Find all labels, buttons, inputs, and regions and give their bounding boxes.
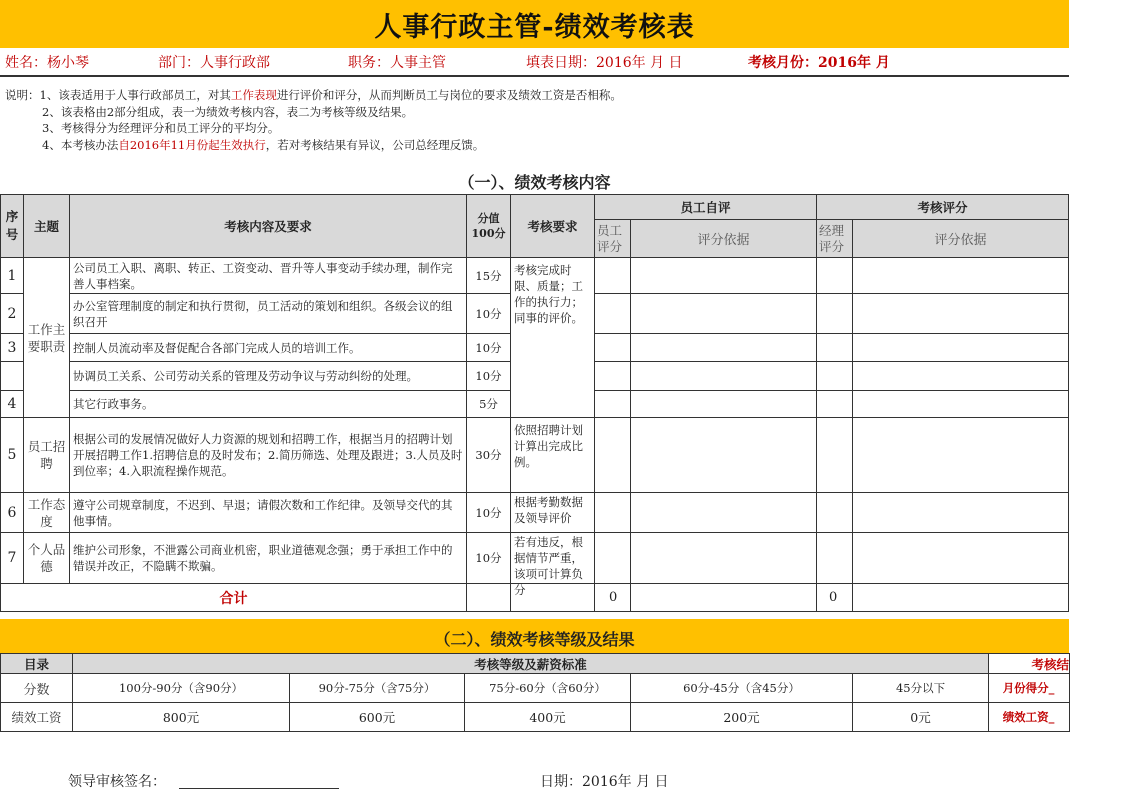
manager-basis-cell[interactable]: [853, 258, 1069, 294]
header-self-basis: 评分依据: [631, 220, 817, 258]
header-result: 考核结: [989, 654, 1070, 674]
topic-cell: 工作态度: [24, 493, 70, 533]
self-score-cell[interactable]: [595, 533, 631, 584]
score-cell: 10分: [467, 533, 511, 584]
month-score-result[interactable]: 月份得分_: [989, 674, 1070, 703]
total-self-basis: [631, 584, 817, 612]
level-cell: 75分-60分（含60分）: [465, 674, 631, 703]
requirement-cell: [511, 533, 595, 597]
note-1: 说明：1、该表适用于人事行政部员工，对其工作表现进行评价和评分，从而判断员工与岗位的要求及绩效工资是否相称。: [5, 88, 622, 102]
content-cell: 其它行政事务。: [70, 391, 467, 418]
requirement-cell: [511, 493, 595, 533]
row-no: 2: [1, 294, 24, 334]
review-month: 考核月份：2016年 月: [748, 55, 890, 71]
requirement-cell: 依照招聘计划计算出完成比例。: [511, 418, 595, 493]
score-cell: 10分: [467, 493, 511, 533]
self-basis-cell[interactable]: [631, 258, 817, 294]
requirement-cell: 考核完成时限、质量；工作的执行力；同事的评价。: [511, 258, 595, 418]
score-row-label: 分数: [1, 674, 73, 703]
salary-cell: 0元: [853, 703, 989, 732]
employee-position: 职务：人事主管: [348, 55, 446, 71]
self-basis-cell[interactable]: [631, 294, 817, 334]
header-topic: 主题: [24, 195, 70, 258]
header-manager-score: 经理评分: [817, 220, 853, 258]
score-cell: 10分: [467, 334, 511, 362]
signature-line[interactable]: [179, 788, 339, 789]
total-manager-basis: [853, 584, 1069, 612]
header-self-eval: 员工自评: [595, 195, 817, 220]
topic-cell: 个人品德: [24, 533, 70, 584]
note-4: 4、本考核办法自2016年11月份起生效执行，若对考核结果有异议，公司总经理反馈。: [42, 137, 485, 152]
score-cell: 30分: [467, 418, 511, 493]
table-row: [1, 258, 1069, 294]
manager-basis-cell[interactable]: [853, 533, 1069, 584]
section-2-title: （二）、绩效考核等级及结果: [434, 630, 635, 649]
content-cell: 根据公司的发展情况做好人力资源的规划和招聘工作，根据当月的招聘计划开展招聘工作1.招聘信息的及时发布；2.简历筛选、处理及跟进；3.人员及时到位率；4.入职流程操作规范。: [70, 418, 467, 493]
row-no: 3: [1, 334, 24, 362]
salary-cell: 200元: [631, 703, 853, 732]
grade-table: [0, 653, 1070, 732]
header-standard: 考核等级及薪资标准: [73, 654, 989, 674]
manager-score-cell[interactable]: [817, 391, 853, 418]
row-no: 4: [1, 391, 24, 418]
score-cell: 10分: [467, 362, 511, 391]
score-cell: 10分: [467, 294, 511, 334]
header-directory: 目录: [1, 654, 73, 674]
total-manager-score: 0: [817, 584, 853, 612]
header-no: 序号: [1, 195, 24, 258]
content-cell: 遵守公司规章制度，不迟到、早退；请假次数和工作纪律。及领导交代的其他事情。: [70, 493, 467, 533]
manager-basis-cell[interactable]: [853, 418, 1069, 493]
employee-dept: 部门：人事行政部: [158, 55, 270, 71]
salary-row-label: 绩效工资: [1, 703, 73, 732]
self-score-cell[interactable]: [595, 418, 631, 493]
fill-date: 填表日期：2016年 月 日: [526, 55, 683, 71]
self-score-cell[interactable]: [595, 294, 631, 334]
manager-score-cell[interactable]: [817, 418, 853, 493]
header-requirement: 考核要求: [511, 195, 595, 258]
level-cell: 100分-90分（含90分）: [73, 674, 290, 703]
salary-cell: 400元: [465, 703, 631, 732]
self-basis-cell[interactable]: [631, 391, 817, 418]
manager-score-cell[interactable]: [817, 493, 853, 533]
salary-result[interactable]: 绩效工资_: [989, 703, 1070, 732]
total-score-cell: [467, 584, 511, 612]
topic-cell: 员工招聘: [24, 418, 70, 493]
total-row: [1, 584, 1069, 612]
score-cell: 15分: [467, 258, 511, 294]
notes: [5, 87, 622, 153]
info-divider: [0, 75, 1069, 77]
level-cell: 90分-75分（含75分）: [290, 674, 465, 703]
table-row: [1, 703, 1070, 732]
manager-score-cell[interactable]: [817, 362, 853, 391]
requirement-text: 根据考勤数据及领导评价: [514, 494, 583, 525]
self-score-cell[interactable]: [595, 258, 631, 294]
content-cell: 维护公司形象，不泄露公司商业机密，职业道德观念强；勇于承担工作中的错误并改正，不隐瞒不欺骗。: [70, 533, 467, 584]
content-cell: 办公室管理制度的制定和执行贯彻，员工活动的策划和组织。各级会议的组织召开: [70, 294, 467, 334]
self-score-cell[interactable]: [595, 362, 631, 391]
level-cell: 60分-45分（含45分）: [631, 674, 853, 703]
manager-basis-cell[interactable]: [853, 391, 1069, 418]
page-title: 人事行政主管-绩效考核表: [374, 12, 695, 43]
performance-table: [0, 194, 1069, 612]
total-label: 合计: [1, 584, 467, 612]
self-basis-cell[interactable]: [631, 334, 817, 362]
row-no: 1: [1, 258, 24, 294]
self-basis-cell[interactable]: [631, 533, 817, 584]
salary-cell: 800元: [73, 703, 290, 732]
manager-basis-cell[interactable]: [853, 362, 1069, 391]
section-1-title: （一）、绩效考核内容: [458, 173, 611, 192]
header-manager-eval: 考核评分: [817, 195, 1069, 220]
manager-score-cell[interactable]: [817, 294, 853, 334]
manager-score-cell[interactable]: [817, 533, 853, 584]
requirement-text: 若有违反，根据情节严重，该项可计算负分: [514, 534, 583, 597]
content-cell: 协调员工关系、公司劳动关系的管理及劳动争议与劳动纠纷的处理。: [70, 362, 467, 391]
self-basis-cell[interactable]: [631, 493, 817, 533]
self-basis-cell[interactable]: [631, 362, 817, 391]
self-basis-cell[interactable]: [631, 418, 817, 493]
table-row: [1, 418, 1069, 493]
manager-score-cell[interactable]: [817, 334, 853, 362]
content-cell: 控制人员流动率及督促配合各部门完成人员的培训工作。: [70, 334, 467, 362]
table-row: [1, 674, 1070, 703]
manager-basis-cell[interactable]: [853, 493, 1069, 533]
content-cell: 公司员工入职、离职、转正、工资变动、晋升等人事变动手续办理，制作完善人事档案。: [70, 258, 467, 294]
level-cell: 45分以下: [853, 674, 989, 703]
sign-date: 日期：2016年 月 日: [540, 774, 669, 790]
manager-basis-cell[interactable]: [853, 294, 1069, 334]
header-manager-basis: 评分依据: [853, 220, 1069, 258]
manager-score-cell[interactable]: [817, 258, 853, 294]
row-no: 6: [1, 493, 24, 533]
note-2: 2、该表格由2部分组成，表一为绩效考核内容，表二为考核等级及结果。: [42, 104, 414, 119]
score-cell: 5分: [467, 391, 511, 418]
self-score-cell[interactable]: [595, 334, 631, 362]
header-content: 考核内容及要求: [70, 195, 467, 258]
self-score-cell[interactable]: [595, 391, 631, 418]
total-self-score: 0: [595, 584, 631, 612]
note-3: 3、考核得分为经理评分和员工评分的平均分。: [42, 121, 280, 135]
header-self-score: 员工评分: [595, 220, 631, 258]
row-no: [1, 362, 24, 391]
row-no: 5: [1, 418, 24, 493]
table-row: [1, 533, 1069, 584]
salary-cell: 600元: [290, 703, 465, 732]
row-no: 7: [1, 533, 24, 584]
employee-name: 姓名：杨小琴: [5, 55, 89, 71]
table-row: [1, 493, 1069, 533]
header-score: 分值 100分: [467, 195, 511, 258]
leader-signature-label: 领导审核签名：: [68, 774, 166, 790]
manager-basis-cell[interactable]: [853, 334, 1069, 362]
self-score-cell[interactable]: [595, 493, 631, 533]
topic-cell: 工作主要职责: [24, 258, 70, 418]
